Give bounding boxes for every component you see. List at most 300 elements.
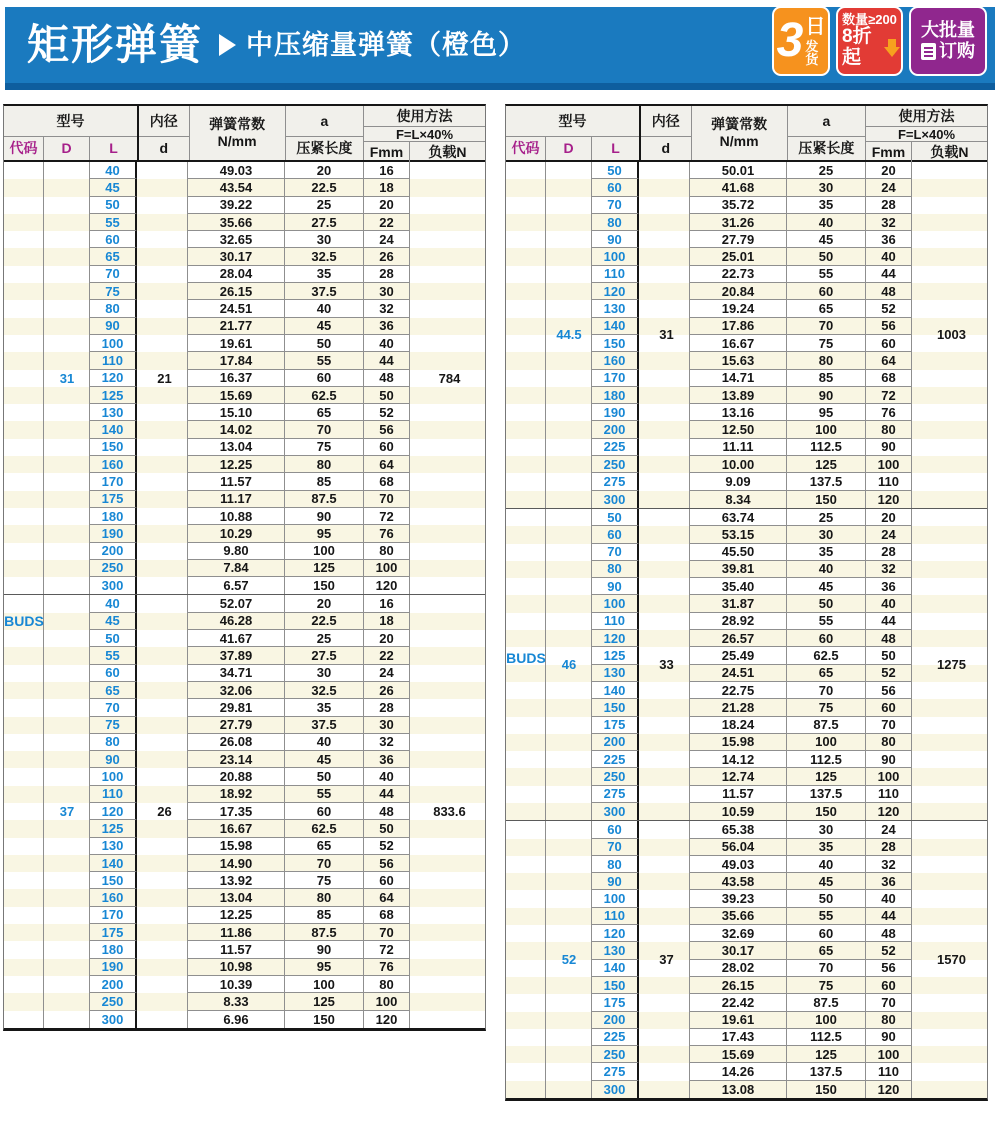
- cell-d: [137, 665, 188, 682]
- cell-load: [410, 838, 485, 855]
- cell-d: [137, 179, 188, 196]
- cell-spring-rate: 41.68: [690, 179, 787, 196]
- cell-fmm: 18: [364, 179, 410, 196]
- table-row: [4, 751, 485, 768]
- table-row: [506, 266, 987, 283]
- cell-L: 70: [592, 197, 639, 214]
- cell-compressed-length: 125: [787, 768, 866, 785]
- table-row: [4, 318, 485, 335]
- cell-code: [506, 335, 546, 352]
- cell-fmm: 20: [866, 162, 912, 179]
- cell-fmm: 30: [364, 283, 410, 300]
- cell-code: [4, 508, 44, 525]
- cell-spring-rate: 53.15: [690, 526, 787, 543]
- cell-D: [44, 214, 90, 231]
- cell-load: [912, 248, 987, 265]
- cell-load: [912, 421, 987, 438]
- cell-code: [506, 595, 546, 612]
- cell-code: [4, 820, 44, 837]
- cell-fmm: 20: [364, 630, 410, 647]
- cell-compressed-length: 95: [787, 404, 866, 421]
- cell-fmm: 120: [866, 803, 912, 820]
- cell-fmm: 56: [866, 682, 912, 699]
- cell-code: [4, 924, 44, 941]
- header-compressed-length: 压紧长度: [798, 140, 855, 157]
- cell-spring-rate: 13.92: [188, 872, 285, 889]
- cell-fmm: 32: [364, 734, 410, 751]
- cell-spring-rate: 37.89: [188, 647, 285, 664]
- cell-fmm: 76: [364, 525, 410, 542]
- cell-spring-rate: 17.84: [188, 352, 285, 369]
- table-row: [4, 162, 485, 179]
- cell-d: [137, 404, 188, 421]
- cell-D: [546, 1081, 592, 1098]
- table-row: [506, 1063, 987, 1080]
- cell-spring-rate: 31.26: [690, 214, 787, 231]
- cell-D: [44, 889, 90, 906]
- cell-d: [639, 473, 690, 490]
- cell-fmm: 50: [866, 647, 912, 664]
- cell-L: 80: [90, 734, 137, 751]
- cell-code: [4, 907, 44, 924]
- cell-L: 65: [90, 248, 137, 265]
- cell-code: [506, 318, 546, 335]
- cell-compressed-length: 35: [285, 699, 364, 716]
- cell-spring-rate: 25.49: [690, 647, 787, 664]
- cell-compressed-length: 70: [285, 855, 364, 872]
- cell-L: 150: [90, 872, 137, 889]
- cell-fmm: 36: [866, 231, 912, 248]
- cell-compressed-length: 55: [787, 908, 866, 925]
- cell-d: [639, 908, 690, 925]
- table-row: [4, 786, 485, 803]
- cell-load: [912, 977, 987, 994]
- table-row: [4, 1011, 485, 1028]
- model-D-value: 31: [59, 370, 75, 386]
- cell-d: [137, 283, 188, 300]
- cell-load: [912, 491, 987, 508]
- table-row: [4, 508, 485, 525]
- cell-code: [4, 300, 44, 317]
- cell-spring-rate: 13.89: [690, 387, 787, 404]
- cell-D: [546, 1063, 592, 1080]
- cell-compressed-length: 50: [787, 890, 866, 907]
- cell-code: [506, 578, 546, 595]
- table-row: [4, 941, 485, 958]
- cell-fmm: 26: [364, 248, 410, 265]
- cell-code: [506, 890, 546, 907]
- table-row: [506, 491, 987, 508]
- cell-load: [912, 561, 987, 578]
- cell-L: 100: [592, 595, 639, 612]
- cell-D: [44, 941, 90, 958]
- cell-load: [912, 613, 987, 630]
- cell-code: [506, 473, 546, 490]
- cell-code: [4, 751, 44, 768]
- table-row: [4, 456, 485, 473]
- cell-code: [506, 1063, 546, 1080]
- cell-L: 125: [592, 647, 639, 664]
- cell-fmm: 70: [866, 994, 912, 1011]
- model-D-value: 46: [561, 657, 577, 673]
- cell-spring-rate: 32.06: [188, 682, 285, 699]
- cell-load: [912, 734, 987, 751]
- cell-fmm: 24: [866, 526, 912, 543]
- cell-code: [4, 768, 44, 785]
- cell-load: [912, 473, 987, 490]
- cell-L: 130: [90, 838, 137, 855]
- cell-spring-rate: 6.96: [188, 1011, 285, 1028]
- cell-L: 75: [90, 717, 137, 734]
- cell-compressed-length: 100: [285, 976, 364, 993]
- cell-code: [506, 1029, 546, 1046]
- cell-compressed-length: 137.5: [787, 786, 866, 803]
- cell-D: [546, 162, 592, 179]
- cell-D: [44, 456, 90, 473]
- cell-D: [44, 577, 90, 594]
- table-row: [506, 387, 987, 404]
- cell-L: 300: [592, 491, 639, 508]
- cell-spring-rate: 8.33: [188, 993, 285, 1010]
- cell-d: [639, 890, 690, 907]
- cell-D: [546, 665, 592, 682]
- cell-L: 175: [592, 717, 639, 734]
- cell-spring-rate: 22.75: [690, 682, 787, 699]
- cell-d: [639, 786, 690, 803]
- cell-L: 150: [592, 335, 639, 352]
- cell-L: 60: [592, 526, 639, 543]
- header-formula: F=L×40%: [866, 127, 987, 142]
- cell-L: 250: [592, 768, 639, 785]
- table-row: [4, 665, 485, 682]
- table-row: [506, 578, 987, 595]
- cell-load: [410, 439, 485, 456]
- cell-fmm: 120: [364, 577, 410, 594]
- cell-L: 130: [592, 665, 639, 682]
- cell-spring-rate: 35.66: [690, 908, 787, 925]
- cell-spring-rate: 16.67: [188, 820, 285, 837]
- cell-compressed-length: 55: [787, 613, 866, 630]
- cell-fmm: 40: [364, 335, 410, 352]
- cell-D: [44, 370, 90, 387]
- cell-compressed-length: 75: [787, 977, 866, 994]
- cell-L: 45: [90, 613, 137, 630]
- table-row: [506, 248, 987, 265]
- cell-D: [44, 266, 90, 283]
- cell-fmm: 48: [866, 925, 912, 942]
- cell-fmm: 68: [364, 907, 410, 924]
- cell-D: [44, 647, 90, 664]
- cell-D: [44, 197, 90, 214]
- cell-d: [137, 491, 188, 508]
- cell-load: [912, 890, 987, 907]
- cell-D: [44, 335, 90, 352]
- cell-D: [44, 439, 90, 456]
- cell-L: 100: [592, 890, 639, 907]
- cell-fmm: 60: [364, 872, 410, 889]
- cell-fmm: 44: [866, 266, 912, 283]
- cell-D: [44, 613, 90, 630]
- cell-D: [44, 352, 90, 369]
- badge-ship-label: 发货: [805, 38, 819, 67]
- cell-load: [410, 179, 485, 196]
- cell-fmm: 28: [866, 197, 912, 214]
- cell-load: [410, 751, 485, 768]
- cell-d: [639, 231, 690, 248]
- cell-d: [137, 335, 188, 352]
- cell-fmm: 100: [364, 560, 410, 577]
- cell-fmm: 44: [364, 352, 410, 369]
- cell-compressed-length: 30: [285, 665, 364, 682]
- cell-compressed-length: 87.5: [285, 491, 364, 508]
- cell-compressed-length: 65: [285, 838, 364, 855]
- cell-fmm: 44: [364, 786, 410, 803]
- header-model: 型号: [4, 106, 137, 137]
- model-D-value: 37: [59, 804, 75, 820]
- cell-L: 180: [90, 941, 137, 958]
- cell-L: 40: [90, 162, 137, 179]
- cell-load: [912, 821, 987, 838]
- cell-d: [137, 647, 188, 664]
- cell-code: [506, 509, 546, 526]
- cell-L: 80: [592, 561, 639, 578]
- cell-spring-rate: 39.22: [188, 197, 285, 214]
- cell-L: 175: [90, 491, 137, 508]
- cell-code: [4, 855, 44, 872]
- cell-code: [4, 421, 44, 438]
- cell-D: [546, 179, 592, 196]
- cell-fmm: 56: [866, 318, 912, 335]
- cell-D: [44, 786, 90, 803]
- cell-spring-rate: 14.71: [690, 370, 787, 387]
- header-D: D: [546, 137, 592, 160]
- cell-load: [410, 352, 485, 369]
- cell-fmm: 64: [866, 352, 912, 369]
- cell-spring-rate: 43.58: [690, 873, 787, 890]
- cell-code: [506, 231, 546, 248]
- cell-compressed-length: 22.5: [285, 613, 364, 630]
- cell-code: [506, 1012, 546, 1029]
- inner-diameter-value: 37: [659, 952, 674, 968]
- cell-compressed-length: 25: [787, 509, 866, 526]
- cell-load: [410, 335, 485, 352]
- cell-load: [912, 162, 987, 179]
- cell-fmm: 120: [866, 1081, 912, 1098]
- cell-D: [44, 665, 90, 682]
- cell-load: [912, 1081, 987, 1098]
- cell-D: [546, 960, 592, 977]
- table-row: [506, 821, 987, 838]
- cell-code: [506, 300, 546, 317]
- cell-load: [410, 543, 485, 560]
- cell-D: [546, 578, 592, 595]
- badge-3day-shipping: [772, 6, 830, 76]
- table-row: [506, 908, 987, 925]
- cell-spring-rate: 41.67: [188, 630, 285, 647]
- cell-compressed-length: 80: [285, 889, 364, 906]
- cell-spring-rate: 9.09: [690, 473, 787, 490]
- cell-compressed-length: 100: [787, 734, 866, 751]
- cell-L: 160: [90, 456, 137, 473]
- cell-d: [639, 179, 690, 196]
- cell-D: [44, 560, 90, 577]
- cell-compressed-length: 35: [285, 266, 364, 283]
- cell-code: [4, 179, 44, 196]
- cell-D: [546, 491, 592, 508]
- table-row: [506, 197, 987, 214]
- cell-L: 125: [90, 820, 137, 837]
- cell-compressed-length: 90: [787, 387, 866, 404]
- cell-L: 65: [90, 682, 137, 699]
- table-row: [506, 1012, 987, 1029]
- cell-compressed-length: 55: [787, 266, 866, 283]
- cell-fmm: 18: [364, 613, 410, 630]
- cell-d: [137, 318, 188, 335]
- cell-spring-rate: 17.43: [690, 1029, 787, 1046]
- cell-d: [639, 526, 690, 543]
- table-row: [506, 1046, 987, 1063]
- cell-L: 60: [90, 665, 137, 682]
- table-row: [506, 734, 987, 751]
- table-row: [4, 560, 485, 577]
- cell-fmm: 90: [866, 439, 912, 456]
- cell-d: [137, 248, 188, 265]
- cell-code: [506, 803, 546, 820]
- cell-L: 45: [90, 179, 137, 196]
- cell-spring-rate: 11.86: [188, 924, 285, 941]
- cell-compressed-length: 125: [285, 560, 364, 577]
- cell-compressed-length: 70: [787, 682, 866, 699]
- cell-d: [639, 665, 690, 682]
- cell-compressed-length: 70: [787, 960, 866, 977]
- table-row: [506, 404, 987, 421]
- cell-fmm: 76: [364, 959, 410, 976]
- cell-L: 110: [90, 786, 137, 803]
- cell-load: [912, 699, 987, 716]
- cell-spring-rate: 12.25: [188, 907, 285, 924]
- cell-d: [639, 1063, 690, 1080]
- cell-L: 60: [592, 179, 639, 196]
- cell-load: [410, 699, 485, 716]
- table-row: [4, 993, 485, 1010]
- cell-spring-rate: 24.51: [690, 665, 787, 682]
- cell-d: [639, 387, 690, 404]
- cell-fmm: 20: [866, 509, 912, 526]
- cell-D: [546, 977, 592, 994]
- cell-compressed-length: 32.5: [285, 682, 364, 699]
- inner-diameter-value: 33: [659, 657, 674, 673]
- cell-D: [546, 942, 592, 959]
- cell-L: 150: [592, 699, 639, 716]
- cell-compressed-length: 25: [285, 630, 364, 647]
- cell-spring-rate: 23.14: [188, 751, 285, 768]
- header-load: 负载N: [428, 144, 467, 160]
- cell-spring-rate: 49.03: [188, 162, 285, 179]
- table-row: [506, 162, 987, 179]
- cell-L: 200: [592, 734, 639, 751]
- cell-code: [506, 526, 546, 543]
- cell-d: [639, 751, 690, 768]
- cell-spring-rate: 10.00: [690, 456, 787, 473]
- cell-load: [912, 856, 987, 873]
- cell-L: 55: [90, 214, 137, 231]
- cell-compressed-length: 50: [787, 248, 866, 265]
- header-L: L: [109, 140, 118, 157]
- table-row: [4, 872, 485, 889]
- cell-fmm: 52: [866, 942, 912, 959]
- cell-code: [506, 839, 546, 856]
- cell-D: [44, 1011, 90, 1028]
- header-code: 代码: [4, 137, 44, 160]
- cell-L: 50: [90, 197, 137, 214]
- badge-order-label: 订购: [939, 41, 975, 61]
- cell-spring-rate: 26.15: [690, 977, 787, 994]
- cell-spring-rate: 11.57: [188, 473, 285, 490]
- cell-code: [506, 873, 546, 890]
- cell-D: [546, 283, 592, 300]
- cell-L: 90: [592, 873, 639, 890]
- title-wrap: [5, 21, 527, 68]
- cell-D: [44, 820, 90, 837]
- cell-load: [912, 179, 987, 196]
- cell-D: [546, 751, 592, 768]
- cell-d: [137, 976, 188, 993]
- cell-d: [137, 838, 188, 855]
- cell-code: [4, 699, 44, 716]
- cell-D: [44, 717, 90, 734]
- cell-spring-rate: 20.84: [690, 283, 787, 300]
- table-row: [4, 768, 485, 785]
- cell-compressed-length: 27.5: [285, 647, 364, 664]
- code-value: BUDS: [506, 650, 546, 667]
- cell-d: [137, 630, 188, 647]
- cell-D: [44, 751, 90, 768]
- cell-L: 50: [592, 162, 639, 179]
- cell-D: [546, 803, 592, 820]
- cell-spring-rate: 10.59: [690, 803, 787, 820]
- badge-discount-label: 8折起: [842, 26, 872, 69]
- cell-d: [137, 231, 188, 248]
- cell-d: [639, 803, 690, 820]
- cell-D: [44, 179, 90, 196]
- header-banner: [5, 7, 995, 90]
- cell-d: [639, 839, 690, 856]
- table-header: [506, 106, 987, 162]
- cell-spring-rate: 14.12: [690, 751, 787, 768]
- cell-fmm: 80: [866, 734, 912, 751]
- cell-spring-rate: 15.69: [188, 387, 285, 404]
- cell-load: [912, 283, 987, 300]
- load-value: 784: [438, 370, 461, 386]
- cell-compressed-length: 100: [787, 421, 866, 438]
- cell-load: [912, 509, 987, 526]
- table-row: [4, 959, 485, 976]
- cell-D: [546, 266, 592, 283]
- cell-compressed-length: 62.5: [285, 820, 364, 837]
- cell-L: 80: [90, 300, 137, 317]
- cell-load: [410, 613, 485, 630]
- cell-d: [639, 491, 690, 508]
- cell-d: [639, 352, 690, 369]
- cell-compressed-length: 55: [285, 786, 364, 803]
- cell-L: 200: [90, 976, 137, 993]
- cell-d: [137, 786, 188, 803]
- cell-load: [410, 768, 485, 785]
- cell-spring-rate: 30.17: [188, 248, 285, 265]
- cell-compressed-length: 85: [285, 907, 364, 924]
- page-subtitle: 中压缩量弹簧（橙色）: [246, 29, 527, 60]
- table-row: [4, 577, 485, 594]
